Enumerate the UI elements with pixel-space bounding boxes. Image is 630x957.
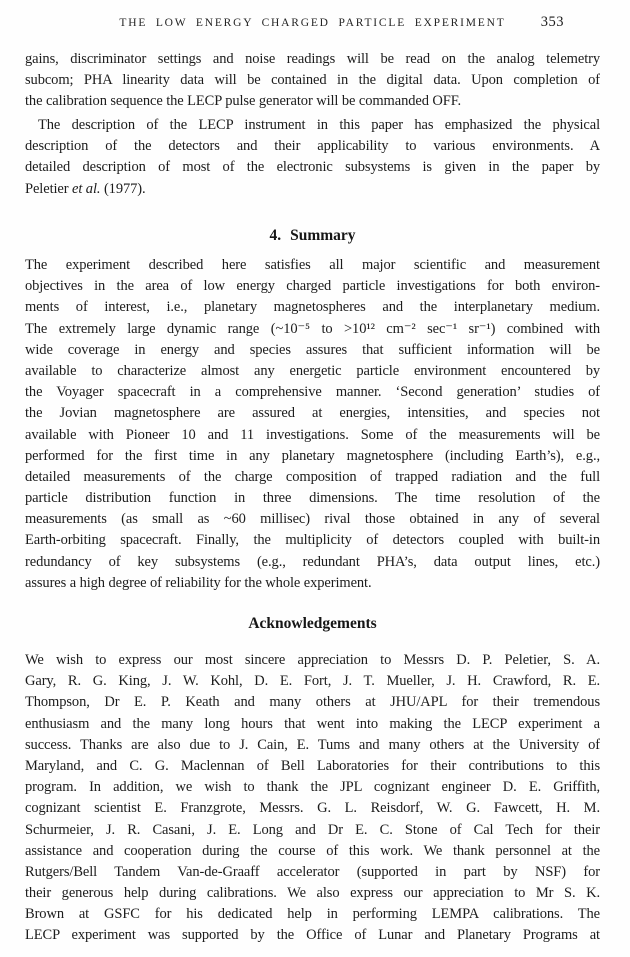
- heading-title: Summary: [290, 227, 356, 244]
- text-line: available with Pioneer 10 and 11 investigations. Some of the measurements will be: [25, 426, 600, 443]
- text-line: gains, discriminator settings and noise readings will be read on the analog telemetry: [25, 51, 600, 67]
- running-header-title: THE LOW ENERGY CHARGED PARTICLE EXPERIMENT: [119, 17, 506, 29]
- section-heading-summary: [25, 225, 600, 246]
- paragraph-acknowledgements: [25, 650, 600, 947]
- citation-suffix: (1977).: [100, 180, 146, 197]
- text-line: particle distribution function in three dimensions. The time resolution of the: [25, 490, 600, 507]
- text-line: description of the detectors and their applicability to various environments. A: [25, 138, 600, 155]
- text-line: The description of the LECP instrument in this paper has emphasized the physical: [38, 117, 600, 133]
- text-line: the Voyager spacecraft in a comprehensive manner. ‘Second generation’ studies of: [25, 384, 600, 401]
- text-line: assistance and cooperation during the course of this work. We thank personnel at the: [25, 842, 600, 859]
- text-line-citation: [25, 179, 600, 200]
- text-line: Rutgers/Bell Tandem Van-de-Graaff accelerator (supported in part by NSF) for: [25, 863, 600, 880]
- text-line: LECP experiment was supported by the Office of Lunar and Planetary Programs at: [25, 927, 600, 944]
- text-line: performed for the first time in any planetary magnetosphere (including Earth’s), e.g.,: [25, 447, 600, 464]
- text-line: available to characterize almost any energetic particle environment encountered by: [25, 362, 600, 379]
- text-line: Earth-orbiting spacecraft. Finally, the multiplicity of detectors coupled with built-in: [25, 532, 600, 549]
- text-line: detailed description of most of the electronic subsystems is given in the paper by: [25, 159, 600, 176]
- citation-prefix: Peletier: [25, 180, 73, 197]
- section-heading-acknowledgements: [25, 613, 600, 634]
- paragraph-description: [25, 115, 600, 200]
- text-line: ments of interest, i.e., planetary magnetospheres and the interplanetary medium.: [25, 299, 600, 316]
- text-line: measurements (as small as ~60 millisec) rival those obtained in any of several: [25, 511, 600, 528]
- text-line: the calibration sequence the LECP pulse generator will be commanded OFF.: [25, 93, 462, 110]
- text-line: the Jovian magnetosphere are assured at energies, intensities, and species not: [25, 405, 600, 422]
- paragraph-summary: [25, 255, 600, 594]
- text-line: wide coverage in energy and species assures that sufficient information will be: [25, 341, 600, 358]
- text-line: Thompson, Dr E. P. Keath and many others at JHU/APL for their tremendous: [25, 694, 600, 711]
- etal-italic: et al.: [72, 180, 101, 197]
- text-line: We wish to express our most sincere appreciation to Messrs D. P. Peletier, S. A.: [25, 652, 600, 668]
- heading-title: Acknowledgements: [248, 615, 377, 632]
- text-line: program. In addition, we wish to thank the JPL cognizant engineer D. E. Griffith,: [25, 779, 600, 796]
- text-line: Maryland, and C. G. Maclennan of Bell Laboratories for their contributions to this: [25, 757, 600, 774]
- text-line: their generous help during calibrations. We also express our appreciation to Mr S. K.: [25, 885, 600, 902]
- text-line: success. Thanks are also due to J. Cain, E. Tums and many others at the University of: [25, 736, 600, 753]
- text-line: subcom; PHA linearity data will be contained in the digital data. Upon completion of: [25, 72, 600, 89]
- heading-number: 4.: [269, 227, 282, 244]
- text-line: assures a high degree of reliability for the whole experiment.: [25, 574, 372, 591]
- text-line: objectives in the area of low energy charged particle investigations for both environ-: [25, 278, 600, 295]
- text-line: The experiment described here satisfies all major scientific and measurement: [25, 257, 600, 273]
- text-line: The extremely large dynamic range (~10⁻⁵ to >10¹² cm⁻² sec⁻¹ sr⁻¹) combined with: [25, 320, 600, 337]
- text-line: enthusiasm and the many long hours that went into making the LECP experiment a: [25, 715, 600, 732]
- text-line: redundancy of key subsystems (e.g., redundant PHA’s, data output lines, etc.): [25, 553, 600, 570]
- page-number: 353: [540, 14, 564, 30]
- text-line: detailed measurements of the charge composition of trapped radiation and the full: [25, 468, 600, 485]
- text-line: Brown at GSFC for his dedicated help in performing LEMPA calibrations. The: [25, 906, 600, 923]
- text-line: cognizant scientist E. Franzgrote, Messrs. G. L. Reisdorf, W. G. Fawcett, H. M.: [25, 800, 600, 817]
- text-line: Schurmeier, J. R. Casani, J. E. Long and Dr E. C. Stone of Cal Tech for their: [25, 821, 600, 838]
- text-line: Gary, R. G. King, J. W. Kohl, D. E. Fort, J. T. Mueller, J. H. Crawford, R. E.: [25, 673, 600, 690]
- paragraph-calibration: [25, 49, 600, 113]
